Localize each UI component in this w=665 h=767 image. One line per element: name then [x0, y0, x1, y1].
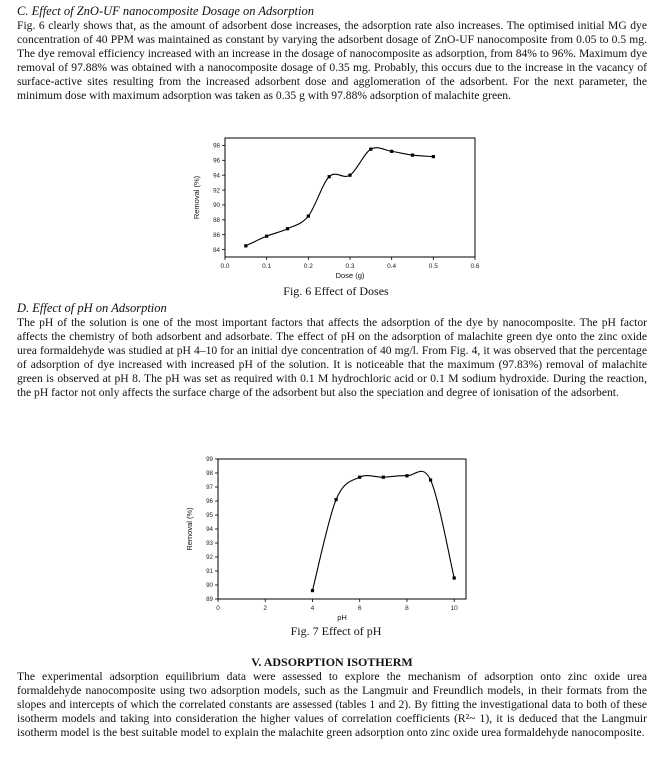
- section-v-heading: V. ADSORPTION ISOTHERM: [251, 655, 413, 669]
- y-tick-label: 97: [206, 484, 213, 492]
- data-point: [432, 155, 435, 158]
- data-point: [307, 214, 310, 217]
- x-tick-label: 0.1: [262, 263, 272, 270]
- x-tick-label: 6: [357, 605, 362, 612]
- x-tick-label: 10: [450, 605, 458, 612]
- data-point: [405, 474, 408, 477]
- y-tick-label: 90: [213, 202, 220, 210]
- y-tick-label: 96: [213, 157, 220, 165]
- figure-6-dose-chart: [185, 128, 490, 288]
- plot-frame: [225, 138, 475, 257]
- data-point: [390, 150, 393, 153]
- data-point: [382, 476, 385, 479]
- figure-7-ph-chart: [180, 452, 475, 627]
- y-tick-label: 92: [206, 554, 213, 562]
- section-c-heading: C. Effect of ZnO-UF nanocomposite Dosage on Adsorption: [17, 4, 314, 18]
- y-axis-label: Removal (%): [185, 507, 194, 551]
- y-tick-label: 88: [213, 217, 220, 225]
- y-tick-label: 93: [206, 540, 213, 548]
- x-tick-label: 0.2: [303, 263, 313, 270]
- section-c-paragraph: Fig. 6 clearly shows that, as the amount of adsorbent dose increases, the adsorption rate also increases. The optimised initial MG dye concentration of 40 PPM was maintained as constant by varying the adsorbent dosage of ZnO-UF nanocomposite from 0.05 to 0.5 mg. The dye removal efficiency increased with an increase in the dosage of nanocomposite as adsorption, from 84% to 96%. Maximum dye removal of 97.88% was obtained with a nanocomposite dosage of 0.35 mg. Probably, this occurs due to the increase in the vacancy of surface-active sites resulting from the increased adsorbent dose and agglomeration of the adsorbent. For the next parameter, the minimum dose with maximum adsorption was taken as 0.35 g with 97.88% adsorption of malachite green.: [17, 19, 647, 102]
- data-point: [334, 498, 337, 501]
- x-tick-label: 0.3: [345, 263, 355, 270]
- y-tick-label: 98: [213, 142, 220, 150]
- data-point: [411, 154, 414, 157]
- y-tick-label: 95: [206, 512, 213, 520]
- y-tick-label: 84: [213, 246, 220, 254]
- data-point: [348, 174, 351, 177]
- x-axis-label: pH: [337, 613, 347, 622]
- data-point: [311, 589, 314, 592]
- series-line: [246, 148, 433, 246]
- y-tick-label: 86: [213, 231, 220, 239]
- x-tick-label: 0.5: [428, 263, 438, 270]
- section-d-heading: D. Effect of pH on Adsorption: [17, 301, 167, 315]
- section-v-paragraph: The experimental adsorption equilibrium data were assessed to explore the mechanism of adsorption onto zinc oxide urea formaldehyde nanocomposite using two adsorption models, such as the Langmuir and Freundlich models, in their formats from the slopes and intercepts of which the correlated constants are assessed (tables 1 and 2). By fitting the investigational data to both of these isotherm models and taking into consideration the higher values of correlation coefficients (R²~ 1), it is deduced that the Langmuir isotherm model is the best suitable model to explain the malachite green adsorption onto zinc oxide urea formaldehyde nanocomposite.: [17, 670, 647, 739]
- x-tick-label: 0.4: [387, 263, 397, 270]
- x-axis-label: Dose (g): [335, 271, 365, 280]
- data-point: [328, 175, 331, 178]
- y-tick-label: 96: [206, 498, 213, 506]
- data-point: [369, 148, 372, 151]
- x-tick-label: 0.0: [220, 263, 230, 270]
- x-tick-label: 4: [310, 605, 315, 612]
- y-tick-label: 89: [206, 596, 213, 604]
- figure-6-caption: Fig. 6 Effect of Doses: [283, 284, 389, 298]
- y-tick-label: 92: [213, 187, 220, 195]
- data-point: [265, 235, 268, 238]
- data-point: [358, 476, 361, 479]
- data-point: [453, 576, 456, 579]
- x-tick-label: 8: [405, 605, 409, 612]
- x-tick-label: 2: [263, 605, 268, 612]
- figure-7-caption: Fig. 7 Effect of pH: [290, 624, 382, 638]
- x-tick-label: 0: [216, 605, 220, 612]
- data-point: [429, 478, 432, 481]
- data-point: [244, 244, 247, 247]
- plot-frame: [218, 459, 466, 599]
- y-tick-label: 94: [206, 526, 213, 534]
- y-axis-label: Removal (%): [192, 175, 201, 220]
- y-tick-label: 99: [206, 456, 213, 464]
- x-tick-label: 0.6: [470, 263, 480, 270]
- y-tick-label: 98: [206, 470, 213, 478]
- section-d-paragraph: The pH of the solution is one of the most important factors that affects the adsorption of the dye by nanocomposite. The pH factor affects the chemistry of both adsorbent and adsorbate. The effect of pH on the adsorption of malachite green dye onto the zinc oxide urea formaldehyde was studied at pH 4–10 for an initial dye concentration of 40 mg/l. From Fig. 4, it was observed that the percentage of adsorption of dye increased with increased pH of the solution. It is noticeable that the maximum (97.83%) removal of malachite green is observed at pH 8. The pH was set as required with 0.1 M hydrochloric acid or 0.1 M sodium hydroxide. During the reaction, the pH factor not only affects the surface charge of the adsorbent but also the speciation and degree of ionisation of the adsorbent.: [17, 316, 647, 399]
- y-tick-label: 94: [213, 172, 220, 180]
- data-point: [286, 227, 289, 230]
- series-line: [312, 471, 454, 590]
- y-tick-label: 90: [206, 582, 213, 590]
- y-tick-label: 91: [206, 568, 213, 576]
